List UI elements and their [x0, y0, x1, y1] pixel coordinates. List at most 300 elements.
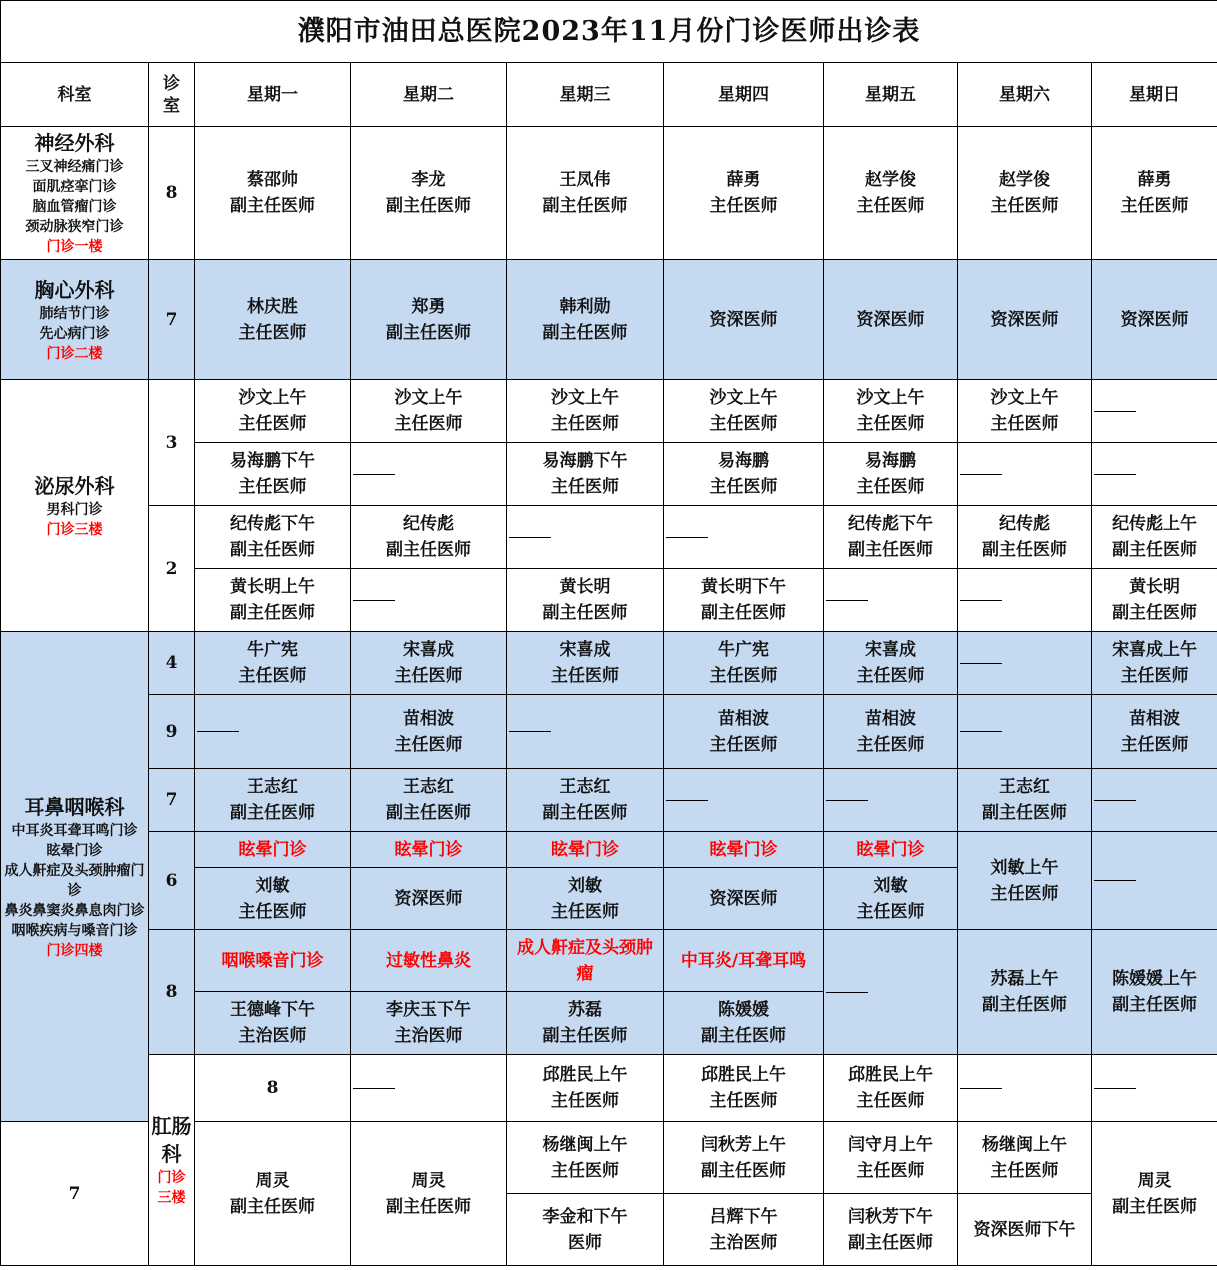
doctor-cell: [824, 506, 958, 569]
doctor-cell: [507, 992, 664, 1055]
doctor-title: 主任医师: [709, 1091, 778, 1111]
doctor-name: 牛广宪: [718, 640, 769, 660]
doctor-title: 主任医师: [394, 666, 463, 686]
doctor-title: 副主任医师: [386, 196, 471, 216]
doctor-cell: [824, 1122, 958, 1194]
empty-dash: [666, 800, 708, 801]
doctor-cell: [351, 569, 507, 632]
doctor-cell: [351, 1055, 507, 1122]
doctor-name: 韩利勋: [559, 296, 611, 317]
empty-dash: [960, 1088, 1002, 1089]
empty-dash: [1094, 1088, 1136, 1089]
doctor-title: 主任医师: [856, 734, 925, 755]
clinic-note: 眩晕门诊: [351, 832, 507, 868]
page-title: 濮阳市油田总医院2023年11月份门诊医师出诊表: [1, 1, 1217, 63]
dept-sub: 面肌痉挛门诊: [32, 179, 117, 195]
doctor-title: 副主任医师: [386, 540, 471, 560]
doctor-title: 副主任医师: [1112, 1196, 1198, 1217]
doctor-cell: [195, 1122, 351, 1266]
doctor-title: 主任医师: [709, 414, 778, 434]
doctor-cell: [1092, 569, 1217, 632]
empty-dash: [509, 731, 551, 732]
doctor-cell: [507, 260, 664, 380]
doctor-cell: [824, 260, 958, 380]
room-number: 7: [149, 769, 195, 832]
doctor-cell: [195, 127, 351, 260]
doctor-name: 薛勇: [1137, 170, 1172, 190]
doctor-name: 纪传彪: [403, 514, 454, 534]
doctor-title: 主任医师: [238, 666, 307, 686]
dept-sub: 先心病门诊: [39, 325, 110, 342]
doctor-title: 主任医师: [394, 734, 463, 755]
doctor-title: 主任医师: [551, 414, 619, 434]
doctor-title: 副主任医师: [542, 196, 628, 216]
doctor-name: 王志红: [999, 777, 1050, 797]
empty-dash: [826, 800, 868, 801]
doctor-title: 主任医师: [856, 1091, 925, 1111]
doctor-name: 杨继闽上午: [982, 1134, 1067, 1155]
header-day: 星期日: [1092, 63, 1217, 127]
doctor-cell: [351, 1122, 507, 1266]
room-number: 8: [195, 1055, 351, 1122]
doctor-cell: [958, 1122, 1092, 1194]
doctor-name: 邱胜民上午: [701, 1065, 786, 1085]
doctor-name: 黄长明上午: [230, 577, 315, 597]
dept-floor: 门诊二楼: [46, 345, 103, 362]
doctor-name: 宋喜成: [403, 640, 454, 660]
empty-dash: [1094, 880, 1136, 881]
doctor-name: 李庆玉下午: [386, 1000, 471, 1020]
doctor-name: 杨继闽上午: [542, 1134, 628, 1155]
dept-sub: 鼻炎鼻窦炎鼻息肉门诊: [4, 902, 145, 919]
doctor-name: 邱胜民上午: [542, 1065, 628, 1085]
doctor-name: 宋喜成: [865, 640, 916, 660]
doctor-name: 黄长明: [1129, 577, 1181, 597]
clinic-note: 眩晕门诊: [664, 832, 824, 868]
header-day: 星期三: [507, 63, 664, 127]
doctor-name: 纪传彪下午: [848, 514, 933, 534]
dept-name: 泌尿外科: [34, 473, 115, 498]
doctor-title: 副主任医师: [230, 1196, 315, 1217]
doctor-title: 主任医师: [238, 901, 307, 922]
empty-dash: [960, 663, 1002, 664]
doctor-title: 主任医师: [856, 196, 925, 216]
room-number: 6: [149, 832, 195, 930]
doctor-name: 纪传彪上午: [1112, 514, 1198, 534]
doctor-title: 副主任医师: [542, 322, 628, 343]
doctor-name: 沙文上午: [856, 388, 925, 408]
doctor-cell: [958, 443, 1092, 506]
doctor-cell: [824, 569, 958, 632]
doctor-name: 王志红: [247, 777, 298, 797]
doctor-title: 主治医师: [238, 1026, 307, 1046]
doctor-cell: [351, 769, 507, 832]
doctor-name: 资深医师: [1120, 309, 1189, 330]
doctor-cell: [195, 569, 351, 632]
doctor-cell: [664, 695, 824, 769]
doctor-cell: [351, 992, 507, 1055]
doctor-cell: [1092, 930, 1217, 1055]
empty-dash: [353, 1088, 395, 1089]
doctor-cell: [824, 868, 958, 930]
empty-dash: [1094, 800, 1136, 801]
doctor-name: 沙文上午: [709, 388, 778, 408]
dept-floor: 门诊一楼: [46, 239, 103, 255]
doctor-cell: [507, 868, 664, 930]
doctor-cell: [1092, 832, 1217, 930]
doctor-cell: [195, 443, 351, 506]
doctor-cell: [1092, 769, 1217, 832]
doctor-title: 主任医师: [990, 414, 1059, 434]
room-number: 2: [149, 506, 195, 632]
doctor-cell: [664, 1122, 824, 1194]
doctor-name: 易海鹏: [865, 451, 916, 471]
doctor-name: 闫秋芳下午: [848, 1206, 933, 1227]
doctor-cell: [958, 930, 1092, 1055]
doctor-name: 李金和下午: [542, 1206, 628, 1227]
doctor-name: 刘敏: [255, 875, 290, 896]
doctor-title: 副主任医师: [542, 1026, 628, 1046]
doctor-cell: [351, 868, 507, 930]
doctor-cell: [664, 127, 824, 260]
doctor-name: 闫秋芳上午: [701, 1134, 786, 1155]
room-number: 7: [1, 1122, 149, 1266]
doctor-cell: [195, 506, 351, 569]
clinic-note: 中耳炎/耳聋耳鸣: [664, 930, 824, 992]
doctor-title: 主任医师: [709, 196, 778, 216]
doctor-name: 沙文上午: [551, 388, 619, 408]
doctor-name: 资深医师下午: [973, 1219, 1076, 1240]
doctor-name: 王志红: [559, 777, 611, 797]
doctor-title: 主任医师: [856, 477, 925, 497]
doctor-cell: [195, 868, 351, 930]
dept-sub: 三叉神经痛门诊: [25, 159, 124, 175]
empty-dash: [666, 537, 708, 538]
dept-name: 胸心外科: [34, 277, 115, 302]
doctor-cell: [664, 506, 824, 569]
doctor-cell: [958, 127, 1092, 260]
doctor-cell: [1092, 1055, 1217, 1122]
doctor-title: 主治医师: [709, 1232, 778, 1253]
header-day: 星期六: [958, 63, 1092, 127]
doctor-name: 赵学俊: [999, 170, 1050, 190]
room-number: 7: [149, 260, 195, 380]
room-number: 3: [149, 380, 195, 506]
doctor-title: 副主任医师: [230, 603, 315, 623]
empty-dash: [960, 474, 1002, 475]
doctor-cell: [351, 506, 507, 569]
doctor-cell: [958, 769, 1092, 832]
header-day: 星期一: [195, 63, 351, 127]
doctor-cell: [958, 695, 1092, 769]
doctor-title: 主任医师: [1120, 196, 1189, 216]
doctor-title: 主任医师: [856, 666, 925, 686]
doctor-name: 资深医师: [709, 888, 778, 909]
doctor-cell: [824, 769, 958, 832]
dept-name: 耳鼻咽喉科: [24, 794, 125, 819]
dept-name: 神经外科: [34, 131, 115, 155]
doctor-cell: [824, 930, 958, 1055]
empty-dash: [353, 474, 395, 475]
doctor-name: 沙文上午: [238, 388, 307, 408]
header-day: 星期二: [351, 63, 507, 127]
empty-dash: [353, 600, 395, 601]
empty-dash: [960, 600, 1002, 601]
doctor-title: 副主任医师: [848, 1232, 933, 1253]
doctor-title: 主任医师: [990, 196, 1059, 216]
doctor-name: 宋喜成上午: [1112, 640, 1198, 660]
doctor-cell: [351, 443, 507, 506]
doctor-name: 周灵: [255, 1170, 290, 1191]
doctor-title: 副主任医师: [982, 995, 1067, 1015]
doctor-cell: [664, 443, 824, 506]
doctor-title: 主任医师: [238, 477, 307, 497]
doctor-cell: [824, 632, 958, 695]
doctor-name: 林庆胜: [247, 296, 298, 317]
doctor-cell: [958, 569, 1092, 632]
doctor-cell: [664, 992, 824, 1055]
dept-neurosurgery: [1, 127, 149, 260]
dept-anorectal: [149, 1055, 195, 1266]
doctor-name: 郑勇: [411, 296, 446, 317]
doctor-cell: [195, 695, 351, 769]
doctor-title: 主任医师: [551, 477, 619, 497]
doctor-cell: [1092, 1122, 1217, 1266]
dept-sub: 脑血管瘤门诊: [32, 199, 117, 215]
doctor-title: 副主任医师: [1112, 540, 1198, 560]
doctor-cell: [1092, 380, 1217, 443]
doctor-title: 主任医师: [709, 477, 778, 497]
clinic-note: 眩晕门诊: [195, 832, 351, 868]
empty-dash: [1094, 474, 1136, 475]
doctor-cell: [958, 260, 1092, 380]
doctor-name: 周灵: [1137, 1170, 1172, 1191]
doctor-name: 王德峰下午: [230, 1000, 315, 1020]
doctor-name: 王凤伟: [559, 170, 611, 190]
doctor-title: 主任医师: [990, 883, 1059, 904]
doctor-cell: [507, 769, 664, 832]
doctor-name: 易海鹏下午: [542, 451, 628, 471]
doctor-cell: [664, 569, 824, 632]
doctor-cell: [195, 632, 351, 695]
doctor-cell: [664, 868, 824, 930]
doctor-cell: [958, 632, 1092, 695]
doctor-title: 副主任医师: [230, 540, 315, 560]
doctor-title: 副主任医师: [1112, 995, 1198, 1015]
doctor-cell: [824, 695, 958, 769]
doctor-cell: [351, 695, 507, 769]
doctor-title: 副主任医师: [701, 603, 786, 623]
doctor-title: 主任医师: [856, 1160, 925, 1181]
doctor-title: 副主任医师: [1112, 603, 1198, 623]
doctor-title: 副主任医师: [982, 540, 1067, 560]
doctor-name: 周灵: [411, 1170, 446, 1191]
doctor-title: 副主任医师: [542, 603, 628, 623]
doctor-title: 主任医师: [238, 322, 307, 343]
doctor-cell: [507, 380, 664, 443]
doctor-cell: [351, 632, 507, 695]
doctor-title: 主治医师: [394, 1026, 463, 1046]
doctor-name: 苏磊上午: [990, 969, 1059, 989]
doctor-name: 苏磊: [568, 1000, 602, 1020]
doctor-name: 黄长明下午: [701, 577, 786, 597]
doctor-cell: [824, 443, 958, 506]
header-dept: 科室: [1, 63, 149, 127]
doctor-name: 宋喜成: [559, 640, 611, 660]
doctor-cell: [351, 380, 507, 443]
doctor-cell: [507, 695, 664, 769]
doctor-name: 蔡邵帅: [247, 170, 298, 190]
doctor-title: 副主任医师: [848, 540, 933, 560]
clinic-note: 眩晕门诊: [507, 832, 664, 868]
doctor-cell: [195, 992, 351, 1055]
doctor-title: 主任医师: [1120, 734, 1189, 755]
doctor-name: 苗相波: [1129, 708, 1181, 729]
doctor-title: 副主任医师: [386, 322, 471, 343]
doctor-cell: [195, 380, 351, 443]
header-day: 星期五: [824, 63, 958, 127]
dept-thoracic: [1, 260, 149, 380]
doctor-name: 牛广宪: [247, 640, 298, 660]
doctor-title: 医师: [568, 1232, 602, 1253]
dept-floor: 门诊四楼: [46, 942, 103, 959]
empty-dash: [1094, 411, 1136, 412]
doctor-cell: [958, 832, 1092, 930]
dept-urology: [1, 380, 149, 632]
doctor-cell: [958, 1055, 1092, 1122]
doctor-cell: [1092, 632, 1217, 695]
empty-dash: [826, 992, 868, 993]
doctor-name: 苗相波: [718, 708, 769, 729]
doctor-title: 副主任医师: [386, 803, 471, 823]
dept-name: 肛肠科: [151, 1114, 192, 1166]
doctor-cell: [824, 1055, 958, 1122]
doctor-name: 资深医师: [990, 309, 1059, 330]
doctor-title: 主任医师: [238, 414, 307, 434]
doctor-name: 黄长明: [559, 577, 611, 597]
doctor-title: 主任医师: [551, 901, 619, 922]
doctor-cell: [824, 380, 958, 443]
doctor-title: 副主任医师: [982, 803, 1067, 823]
doctor-cell: [1092, 695, 1217, 769]
doctor-cell: [507, 127, 664, 260]
dept-sub: 颈动脉狭窄门诊: [25, 219, 124, 235]
doctor-title: 副主任医师: [701, 1160, 786, 1181]
header-room: 诊室: [149, 63, 195, 127]
doctor-name: 易海鹏: [718, 451, 769, 471]
doctor-cell: [824, 1194, 958, 1266]
doctor-name: 沙文上午: [990, 388, 1059, 408]
doctor-cell: [1092, 260, 1217, 380]
doctor-name: 刘敏: [873, 875, 908, 896]
doctor-title: 主任医师: [551, 1160, 619, 1181]
doctor-cell: [351, 260, 507, 380]
doctor-name: 李龙: [411, 170, 446, 190]
doctor-cell: [1092, 506, 1217, 569]
doctor-title: 主任医师: [1120, 666, 1189, 686]
room-number: 8: [149, 930, 195, 1055]
empty-dash: [509, 537, 551, 538]
empty-dash: [960, 731, 1002, 732]
dept-ent: [1, 632, 149, 1122]
clinic-note: 成人鼾症及头颈肿瘤: [507, 930, 664, 992]
doctor-cell: [507, 1055, 664, 1122]
doctor-cell: [507, 1194, 664, 1266]
doctor-cell: [664, 1055, 824, 1122]
dept-floor: 门诊三楼: [157, 1170, 186, 1206]
doctor-cell: [507, 1122, 664, 1194]
doctor-cell: [664, 632, 824, 695]
doctor-cell: [195, 260, 351, 380]
doctor-title: 副主任医师: [701, 1026, 786, 1046]
doctor-name: 吕辉下午: [709, 1206, 778, 1227]
doctor-cell: [958, 380, 1092, 443]
doctor-name: 资深医师: [856, 309, 925, 330]
doctor-title: 主任医师: [709, 666, 778, 686]
dept-sub: 眩晕门诊: [46, 842, 103, 859]
room-number: 8: [149, 127, 195, 260]
doctor-name: 苗相波: [865, 708, 916, 729]
doctor-name: 赵学俊: [865, 170, 916, 190]
dept-floor: 门诊三楼: [46, 521, 103, 538]
doctor-title: 主任医师: [990, 1160, 1059, 1181]
doctor-name: 资深医师: [709, 309, 778, 330]
doctor-title: 副主任医师: [230, 196, 315, 216]
doctor-cell: [507, 506, 664, 569]
clinic-note: 眩晕门诊: [824, 832, 958, 868]
doctor-title: 副主任医师: [542, 803, 628, 823]
doctor-cell: [195, 769, 351, 832]
doctor-name: 纪传彪下午: [230, 514, 315, 534]
doctor-name: 王志红: [403, 777, 454, 797]
doctor-name: 沙文上午: [394, 388, 463, 408]
doctor-cell: [664, 1194, 824, 1266]
doctor-name: 刘敏: [568, 875, 602, 896]
doctor-title: 主任医师: [856, 414, 925, 434]
doctor-cell: [824, 127, 958, 260]
doctor-name: 邱胜民上午: [848, 1065, 933, 1085]
doctor-name: 苗相波: [403, 708, 454, 729]
doctor-cell: [351, 127, 507, 260]
doctor-name: 闫守月上午: [848, 1134, 933, 1155]
doctor-cell: [958, 506, 1092, 569]
empty-dash: [197, 731, 239, 732]
doctor-name: 薛勇: [726, 170, 761, 190]
dept-sub: 肺结节门诊: [39, 305, 110, 322]
doctor-name: 资深医师: [394, 888, 463, 909]
doctor-cell: [958, 1194, 1092, 1266]
doctor-cell: [664, 380, 824, 443]
dept-sub: 中耳炎耳聋耳鸣门诊: [11, 822, 138, 839]
doctor-title: 副主任医师: [230, 803, 315, 823]
dept-sub: 成人鼾症及头颈肿瘤门诊: [4, 862, 145, 899]
dept-sub: 咽喉疾病与嗓音门诊: [11, 922, 138, 939]
empty-dash: [826, 600, 868, 601]
room-number: 4: [149, 632, 195, 695]
doctor-cell: [664, 769, 824, 832]
doctor-name: 陈媛媛: [718, 1000, 769, 1020]
doctor-name: 纪传彪: [999, 514, 1050, 534]
doctor-cell: [507, 443, 664, 506]
doctor-cell: [507, 632, 664, 695]
doctor-title: 主任医师: [551, 666, 619, 686]
doctor-title: 副主任医师: [386, 1196, 471, 1217]
doctor-cell: [1092, 127, 1217, 260]
clinic-note: 咽喉嗓音门诊: [195, 930, 351, 992]
doctor-name: 陈媛媛上午: [1112, 969, 1198, 989]
doctor-title: 主任医师: [551, 1091, 619, 1111]
doctor-title: 主任医师: [394, 414, 463, 434]
